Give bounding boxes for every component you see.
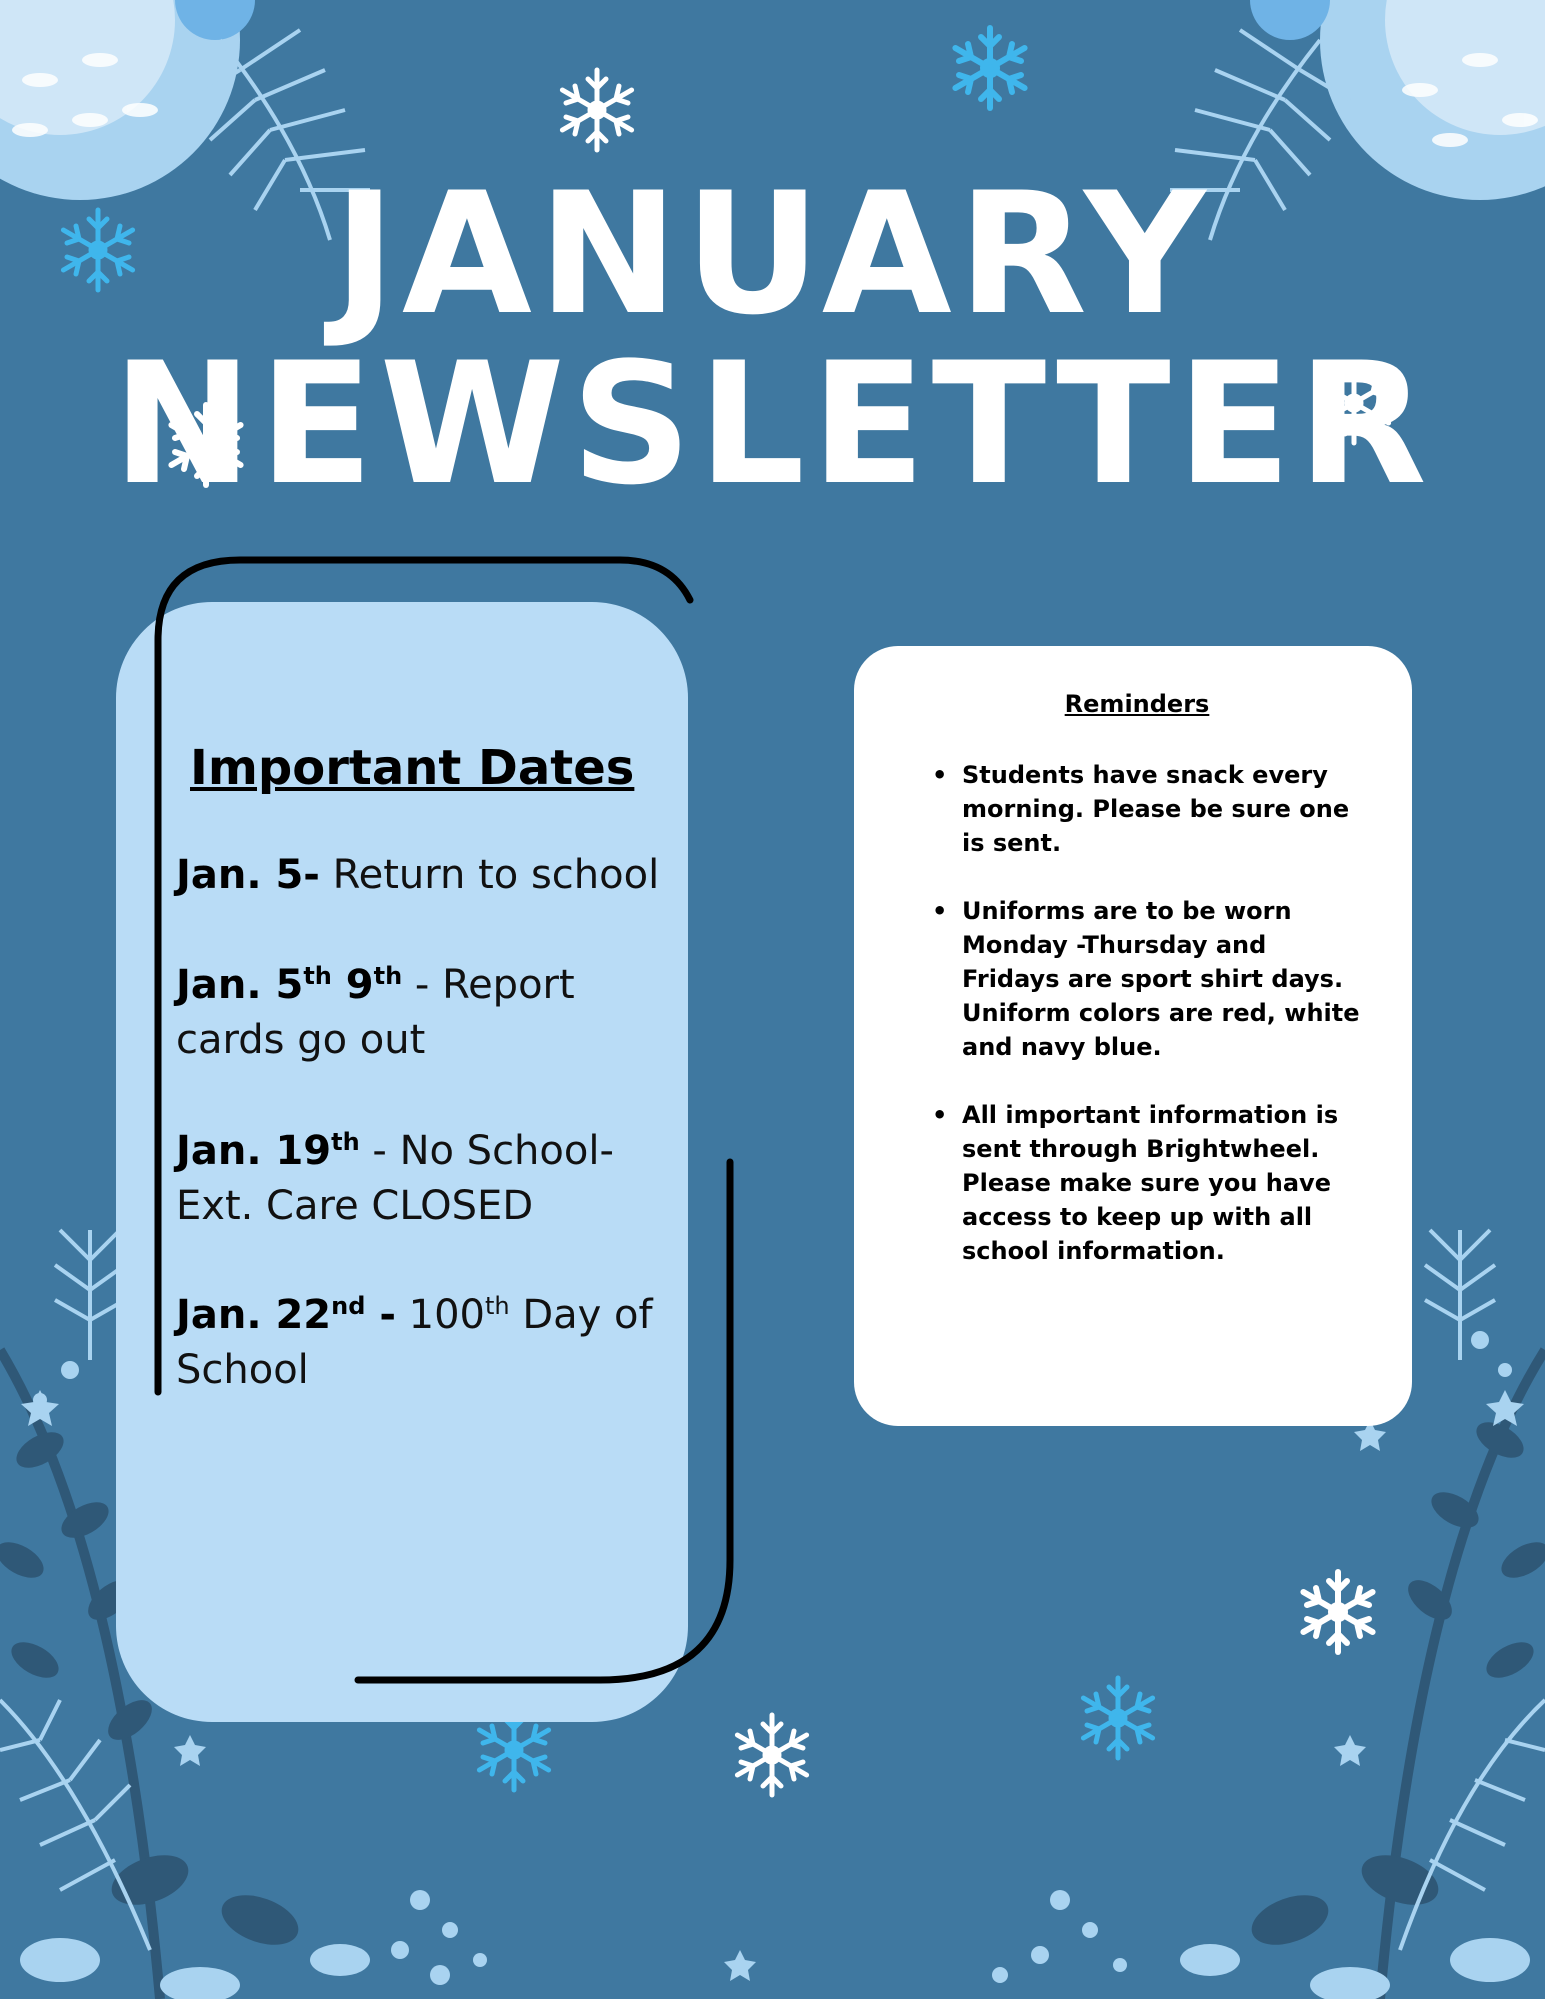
important-dates-heading: Important Dates bbox=[190, 740, 635, 796]
reminders-heading: Reminders bbox=[1064, 690, 1210, 718]
date-description: - Report cards go out bbox=[176, 962, 575, 1063]
reminder-item bbox=[932, 758, 1362, 860]
reminder-item bbox=[932, 1098, 1362, 1268]
reminder-text: Uniforms are to be worn Monday -Thursday and Fridays are sport shirt days. Uniform colors are red, white and navy blue. bbox=[962, 897, 1360, 1061]
date-label: 9 bbox=[331, 962, 374, 1008]
date-entry bbox=[176, 1288, 676, 1398]
date-entry bbox=[176, 848, 676, 903]
date-label: - bbox=[365, 1292, 396, 1338]
date-suffix: th bbox=[303, 962, 332, 990]
reminder-text: Students have snack every morning. Please be sure one is sent. bbox=[962, 761, 1350, 857]
bullet-icon: • bbox=[932, 761, 948, 789]
newsletter-title-line2: NEWSLETTER bbox=[112, 326, 1433, 522]
date-label: Jan. 5- bbox=[176, 852, 320, 898]
date-description: Day of School bbox=[176, 1292, 653, 1393]
date-entry bbox=[176, 958, 676, 1068]
date-entry bbox=[176, 1124, 676, 1234]
date-label: Jan. 19 bbox=[176, 1128, 332, 1174]
date-description: - No School- Ext. Care CLOSED bbox=[176, 1128, 614, 1229]
reminder-item bbox=[932, 894, 1362, 1064]
reminders-list bbox=[932, 758, 1362, 1302]
reminder-text: All important information is sent through Brightwheel. Please make sure you have access to keep up with all school information. bbox=[962, 1101, 1339, 1265]
newsletter-title-line1: JANUARY bbox=[333, 156, 1212, 352]
date-label: Jan. 22 bbox=[176, 1292, 332, 1338]
bullet-icon: • bbox=[932, 1101, 948, 1129]
bullet-icon: • bbox=[932, 897, 948, 925]
date-suffix: th bbox=[485, 1292, 510, 1320]
date-suffix: nd bbox=[331, 1292, 366, 1320]
date-suffix: th bbox=[331, 1128, 360, 1156]
date-description: 100 bbox=[395, 1292, 485, 1338]
date-description: Return to school bbox=[319, 852, 660, 898]
date-suffix: th bbox=[373, 962, 403, 990]
date-label: Jan. 5 bbox=[176, 962, 304, 1008]
